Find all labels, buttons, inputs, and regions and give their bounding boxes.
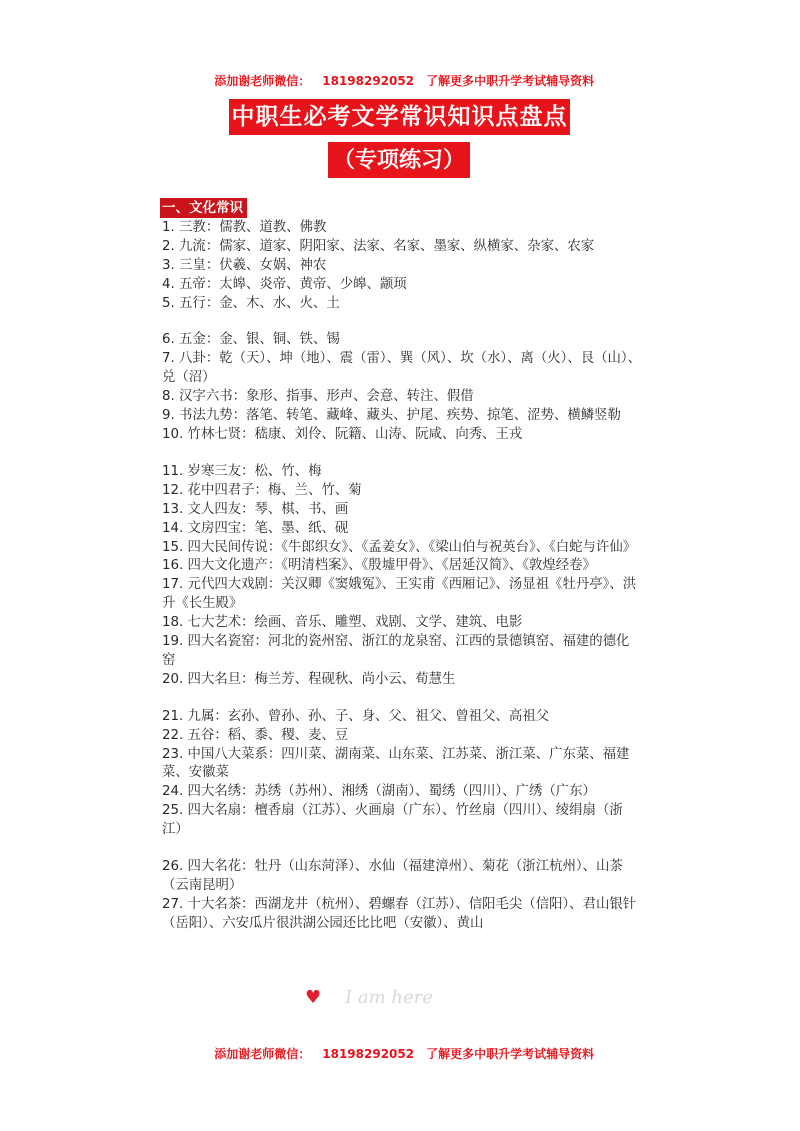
contact-phone: 18198292052 <box>322 74 415 88</box>
spacer <box>162 445 642 463</box>
heart-icon: ♥ <box>305 987 322 1008</box>
contact-tagline: 了解更多中职升学考试辅导资料 <box>426 74 595 88</box>
list-item: 14. 文房四宝：笔、墨、纸、砚 <box>162 520 349 536</box>
list-item: 21. 九属：玄孙、曾孙、孙、子、身、父、祖父、曾祖父、高祖父 <box>162 708 550 724</box>
list-item: 8. 汉字六书：象形、指事、形声、会意、转注、假借 <box>162 389 474 405</box>
contact-banner-top <box>0 58 800 89</box>
list-item: 5. 五行：金、木、水、火、土 <box>162 295 340 311</box>
list-item: 18. 七大艺术：绘画、音乐、雕塑、戏剧、文学、建筑、电影 <box>162 615 523 631</box>
list-item: 26. 四大名花：牡丹（山东菏泽）、水仙（福建漳州）、菊花（浙江杭州）、山茶（云南昆明） <box>162 859 623 893</box>
list-item: 25. 四大名扇：檀香扇（江苏）、火画扇（广东）、竹丝扇（四川）、绫绢扇（浙江） <box>162 803 623 838</box>
list-item: 19. 四大名瓷窑：河北的瓷州窑、浙江的龙泉窑、江西的景德镇窑、福建的德化窑 <box>162 634 630 668</box>
list-item: 2. 九流：儒家、道家、阴阳家、法家、名家、墨家、纵横家、杂家、农家 <box>162 238 595 254</box>
page-subtitle: （专项练习） <box>328 142 470 178</box>
contact-label: 添加谢老师微信： <box>214 74 311 88</box>
list-item: 9. 书法九势：落笔、转笔、藏峰、藏头、护尾、疾势、掠笔、涩势、横鳞竖勒 <box>162 408 621 424</box>
spacer <box>162 840 642 858</box>
list-item: 17. 元代四大戏剧：关汉卿《窦娥冤》、王实甫《西厢记》、汤显祖《牡丹亭》、洪升《长生殿》 <box>162 577 637 612</box>
document-body <box>162 198 642 934</box>
list-item: 22. 五谷：稻、黍、稷、麦、豆 <box>162 727 349 743</box>
contact-phone: 18198292052 <box>322 1047 415 1061</box>
list-item: 11. 岁寒三友：松、竹、梅 <box>162 463 322 479</box>
list-item: 1. 三教：儒教、道教、佛教 <box>162 219 327 235</box>
contact-label: 添加谢老师微信： <box>214 1047 311 1061</box>
section-heading: 一、文化常识 <box>160 198 247 218</box>
list-item: 7. 八卦：乾（天）、坤（地）、震（雷）、巽（风）、坎（水）、离（火）、艮（山）、兑（沼） <box>162 351 641 386</box>
spacer <box>162 690 642 708</box>
contact-banner-bottom <box>0 1031 800 1062</box>
list-item: 27. 十大名茶：西湖龙井（杭州）、碧螺春（江苏）、信阳毛尖（信阳）、君山银针（岳阳）、六安瓜片很洪湖公园还比比吧（安徽）、黄山 <box>162 896 637 931</box>
list-item: 16. 四大文化遗产：《明清档案》、《殷墟甲骨》、《居延汉简》、《敦煌经卷》 <box>162 558 596 574</box>
contact-tagline: 了解更多中职升学考试辅导资料 <box>426 1047 595 1061</box>
page-title: 中职生必考文学常识知识点盘点 <box>229 99 570 135</box>
list-item: 3. 三皇：伏羲、女娲、神农 <box>162 257 327 273</box>
watermark-decoration <box>305 985 475 1013</box>
watermark-script: I am here <box>345 987 433 1008</box>
list-item: 20. 四大名旦：梅兰芳、程砚秋、尚小云、荀慧生 <box>162 671 456 687</box>
list-item: 10. 竹林七贤：嵇康、刘伶、阮籍、山涛、阮咸、向秀、王戎 <box>162 426 523 442</box>
list-item: 23. 中国八大菜系：四川菜、湖南菜、山东菜、江苏菜、浙江菜、广东菜、福建菜、安徽菜 <box>162 746 630 781</box>
list-item: 15. 四大民间传说：《牛郎织女》、《孟姜女》、《梁山伯与祝英台》、《白蛇与许仙》 <box>162 539 637 555</box>
list-item: 24. 四大名绣：苏绣（苏州）、湘绣（湖南）、蜀绣（四川）、广绣（广东） <box>162 784 596 800</box>
spacer <box>162 313 642 331</box>
list-item: 6. 五金：金、银、铜、铁、锡 <box>162 332 340 348</box>
list-item: 12. 花中四君子：梅、兰、竹、菊 <box>162 482 362 498</box>
list-item: 4. 五帝：太皞、炎帝、黄帝、少皞、颛顼 <box>162 276 407 292</box>
list-item: 13. 文人四友：琴、棋、书、画 <box>162 501 349 517</box>
